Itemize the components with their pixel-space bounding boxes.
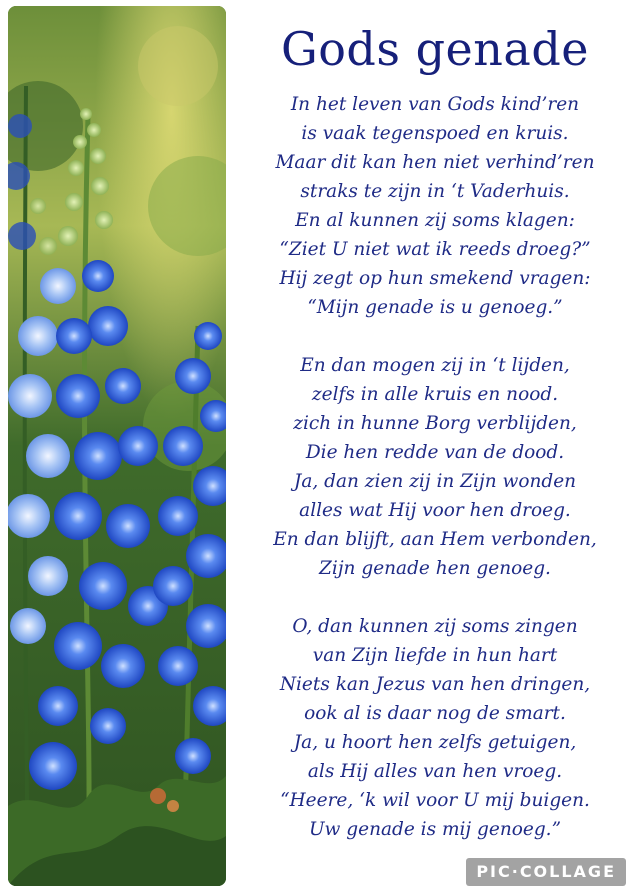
poem-line: En dan mogen zij in ‘t lijden, bbox=[300, 355, 570, 376]
poem-title: Gods genade bbox=[280, 22, 589, 76]
poem-line: Niets kan Jezus van hen dringen, bbox=[279, 674, 591, 695]
poem-line: “Heere, ‘k wil voor U mij buigen. bbox=[280, 790, 590, 811]
stanza-1 bbox=[238, 90, 632, 322]
poem-line: O, dan kunnen zij soms zingen bbox=[292, 616, 578, 637]
poem-line: Maar dit kan hen niet verhind’ren bbox=[275, 152, 595, 173]
poem-line: straks te zijn in ‘t Vaderhuis. bbox=[300, 181, 570, 202]
poem-line: In het leven van Gods kind’ren bbox=[290, 94, 580, 115]
poem-line: En dan blijft, aan Hem verbonden, bbox=[273, 529, 597, 550]
poem-line: Hij zegt op hun smekend vragen: bbox=[279, 268, 591, 289]
poem-line: “Ziet U niet wat ik reeds droeg?” bbox=[279, 239, 591, 260]
poem-line: Zijn genade hen genoeg. bbox=[319, 558, 551, 579]
poem-line: is vaak tegenspoed en kruis. bbox=[301, 123, 569, 144]
poem-line: alles wat Hij voor hen droeg. bbox=[299, 500, 571, 521]
poem-line: En al kunnen zij soms klagen: bbox=[295, 210, 575, 231]
poem-line: “Mijn genade is u genoeg.” bbox=[307, 297, 563, 318]
poem-line: Die hen redde van de dood. bbox=[305, 442, 565, 463]
poem-line: zich in hunne Borg verblijden, bbox=[293, 413, 577, 434]
poem-line: ook al is daar nog de smart. bbox=[304, 703, 566, 724]
poem-line: als Hij alles van hen vroeg. bbox=[307, 761, 563, 782]
poem-line: zelfs in alle kruis en nood. bbox=[311, 384, 559, 405]
poem-line: Uw genade is mij genoeg.” bbox=[308, 819, 562, 840]
poem-line: Ja, u hoort hen zelfs getuigen, bbox=[293, 732, 577, 753]
flower-photo bbox=[8, 6, 226, 886]
poem bbox=[238, 18, 632, 873]
pic-collage-watermark: PIC·COLLAGE bbox=[466, 858, 626, 886]
stanza-2 bbox=[238, 351, 632, 583]
poem-line: van Zijn liefde in hun hart bbox=[312, 645, 558, 666]
stanza-3 bbox=[238, 612, 632, 844]
poem-line: Ja, dan zien zij in Zijn wonden bbox=[293, 471, 577, 492]
delphinium-illustration bbox=[8, 6, 226, 886]
